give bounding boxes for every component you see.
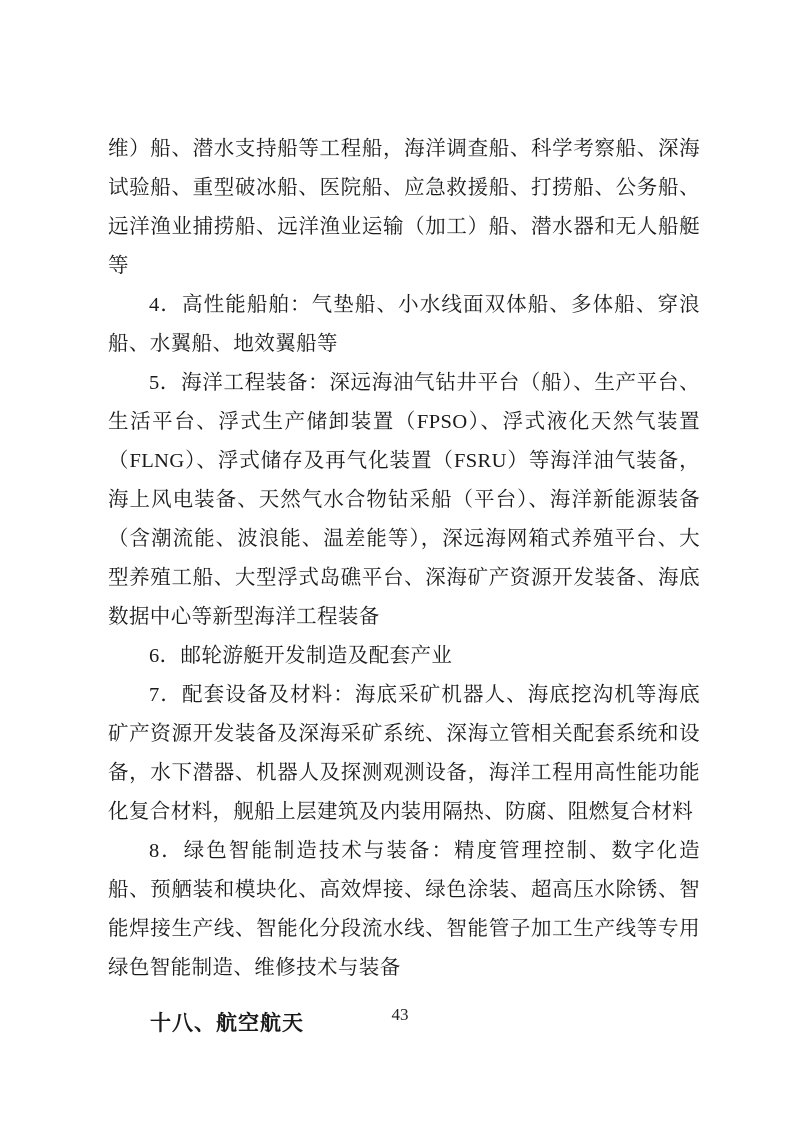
paragraph-item-4: 4．高性能船舶：气垫船、小水线面双体船、多体船、穿浪船、水翼船、地效翼船等 <box>108 294 700 355</box>
page-number: 43 <box>391 1005 409 1024</box>
paragraph-item-8: 8．绿色智能制造技术与装备：精度管理控制、数字化造船、预舾装和模块化、高效焊接、绿色涂装、超高压水除锈、智能焊接生产线、智能化分段流水线、智能管子加工生产线等专用绿色智能制造、维修技术与装备 <box>108 840 700 979</box>
paragraph-item-5: 5．海洋工程装备：深远海油气钻井平台（船）、生产平台、生活平台、浮式生产储卸装置（FPSO）、浮式液化天然气装置（FLNG）、浮式储存及再气化装置（FSRU）等海洋油气装备，海上风电装备、天然气水合物钻采船（平台）、海洋新能源装备（含潮流能、波浪能、温差能等），深远海网箱式养殖平台、大型养殖工船、大型浮式岛礁平台、深海矿产资源开发装备、海底数据中心等新型海洋工程装备 <box>108 372 700 628</box>
section-heading: 十八、航空航天 <box>150 1012 304 1035</box>
document-body <box>108 130 700 1043</box>
paragraph-continuation: 维）船、潜水支持船等工程船，海洋调查船、科学考察船、深海试验船、重型破冰船、医院船、应急救援船、打捞船、公务船、远洋渔业捕捞船、远洋渔业运输（加工）船、潜水器和无人船艇等 <box>108 138 700 277</box>
paragraph-item-6: 6．邮轮游艇开发制造及配套产业 <box>149 645 453 667</box>
paragraph-item-7: 7．配套设备及材料：海底采矿机器人、海底挖沟机等海底矿产资源开发装备及深海采矿系统、深海立管相关配套系统和设备，水下潜器、机器人及探测观测设备，海洋工程用高性能功能化复合材料，舰船上层建筑及内装用隔热、防腐、阻燃复合材料 <box>108 684 700 823</box>
